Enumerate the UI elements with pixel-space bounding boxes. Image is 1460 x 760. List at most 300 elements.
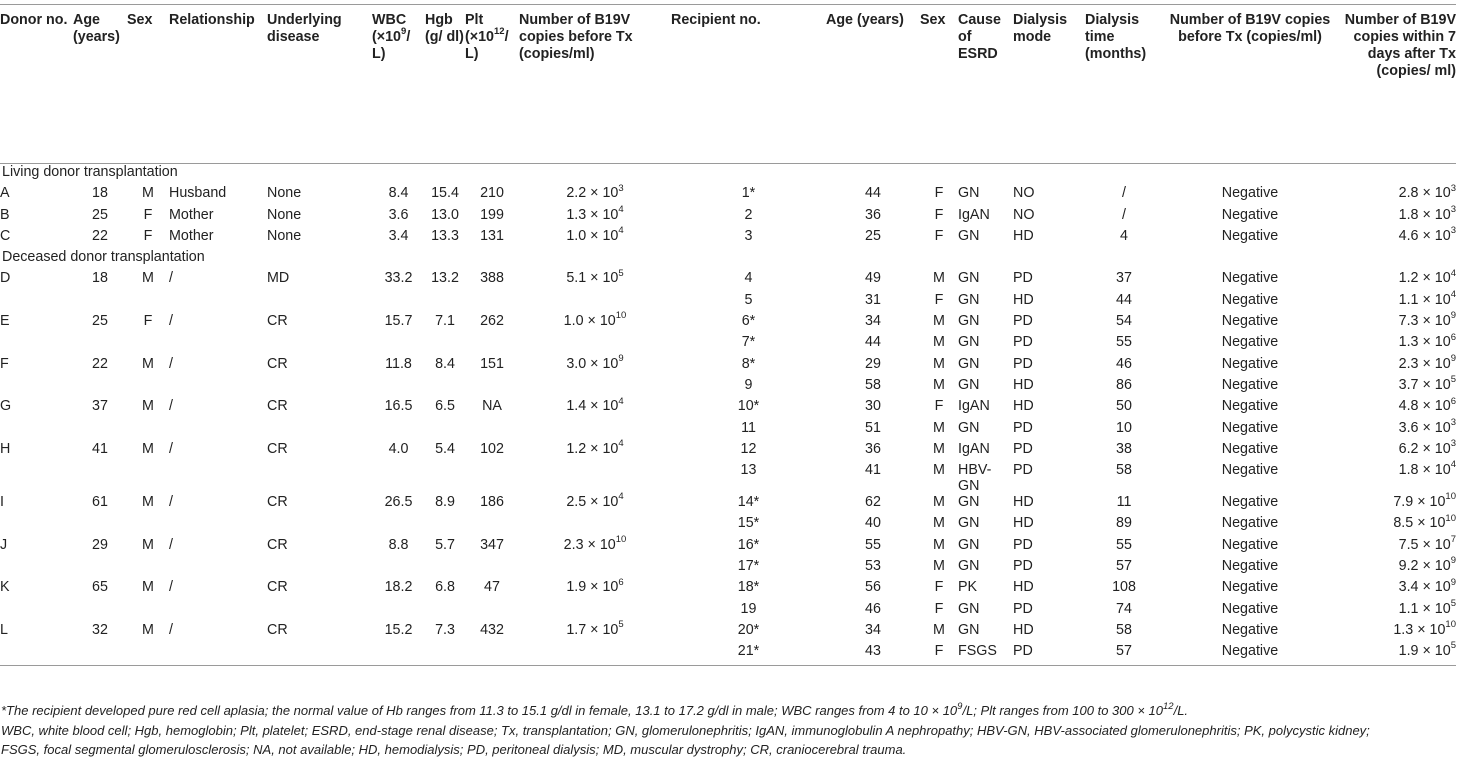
cell-dialysis-mode: HD xyxy=(1013,621,1034,638)
header-underlying-disease: Underlying disease xyxy=(267,5,372,164)
cell-relationship: Mother xyxy=(169,206,214,223)
cell-dialysis-time: 54 xyxy=(1116,313,1132,330)
cell-recipient-no: 13 xyxy=(740,462,757,479)
table-row xyxy=(0,377,1456,398)
cell-recipient-sex: M xyxy=(933,494,945,511)
cell-wbc: 4.0 xyxy=(388,440,409,457)
cell-plt xyxy=(465,377,519,398)
cell-dialysis-time: 57 xyxy=(1116,558,1132,575)
table-row xyxy=(0,292,1456,313)
cell-underlying-disease: CR xyxy=(267,398,288,415)
cell-cause-esrd: GN xyxy=(958,355,980,372)
cell-copies-after: $7.5 \times 10^7$ xyxy=(1398,533,1456,553)
cell-dialysis-time: 50 xyxy=(1116,398,1132,415)
cell-copies-before: Negative xyxy=(1221,206,1279,223)
cell-recipient-no: 18* xyxy=(737,579,760,596)
header-sex: Sex xyxy=(127,5,169,164)
cell-donor-age: 41 xyxy=(92,440,108,457)
cell-donor-age: 65 xyxy=(92,579,108,596)
cell-cause-esrd: GN xyxy=(958,313,980,330)
cell-donor-sex: M xyxy=(142,579,154,596)
table-row xyxy=(0,334,1456,355)
cell-donor-copies: $1.9 \times 10^6$ xyxy=(566,576,624,596)
cell-hgb xyxy=(425,558,465,579)
cell-donor-copies xyxy=(519,558,671,579)
table-row xyxy=(0,270,1456,291)
cell-plt xyxy=(465,558,519,579)
cell-relationship xyxy=(169,420,267,441)
table-row xyxy=(0,515,1456,536)
cell-donor-sex: M xyxy=(142,185,154,202)
cell-dialysis-time: 37 xyxy=(1116,270,1132,287)
cell-donor-sex xyxy=(127,643,169,665)
cell-donor-copies: $1.4 \times 10^4$ xyxy=(566,395,624,415)
cell-recipient-sex: F xyxy=(934,206,944,223)
header-wbc: WBC ($\times 10^9/$ L) xyxy=(372,5,425,164)
cell-dialysis-mode: PD xyxy=(1013,558,1033,575)
cell-dialysis-time: 55 xyxy=(1116,536,1132,553)
cell-copies-before: Negative xyxy=(1221,621,1279,638)
cell-wbc xyxy=(372,601,425,622)
cell-copies-before: Negative xyxy=(1221,270,1279,287)
cell-cause-esrd: GN xyxy=(958,419,980,436)
header-age: Age (years) xyxy=(73,5,127,164)
cell-donor-copies xyxy=(519,643,671,665)
cell-donor-sex: M xyxy=(142,536,154,553)
cell-copies-before: Negative xyxy=(1221,227,1279,244)
cell-donor-no: K xyxy=(0,579,10,596)
cell-wbc: 3.4 xyxy=(388,227,409,244)
cell-recipient-no: 17* xyxy=(737,558,760,575)
cell-copies-before: Negative xyxy=(1221,291,1279,308)
cell-recipient-age: 34 xyxy=(865,313,881,330)
cell-plt: 47 xyxy=(484,579,500,596)
cell-underlying-disease: None xyxy=(267,185,302,202)
header-recipient-copies-before: Number of B19V copies before Tx (copies/ml) xyxy=(1163,5,1337,164)
header-cause-esrd: Cause of ESRD xyxy=(958,5,1013,164)
cell-wbc xyxy=(372,420,425,441)
cell-donor-sex xyxy=(127,601,169,622)
cell-donor-no: D xyxy=(0,270,11,287)
cell-recipient-sex: M xyxy=(933,419,945,436)
cell-plt xyxy=(465,292,519,313)
cell-donor-no: I xyxy=(0,494,4,511)
cell-cause-esrd: FSGS xyxy=(958,643,1013,665)
cell-copies-before: Negative xyxy=(1221,185,1279,202)
cell-underlying-disease: CR xyxy=(267,355,288,372)
cell-hgb xyxy=(425,601,465,622)
cell-hgb xyxy=(425,334,465,355)
table-row xyxy=(0,185,1456,206)
cell-recipient-no: 3 xyxy=(744,227,753,244)
cell-dialysis-time: 58 xyxy=(1116,621,1132,638)
cell-donor-sex xyxy=(127,462,169,494)
cell-donor-copies: $1.2 \times 10^4$ xyxy=(566,438,624,457)
footnote-line-1: *The recipient developed pure red cell aplasia; the normal value of Hb ranges from 11.3 to 15.1 g/dl in female, 13.1 to 17.2 g/dl in male; WBC ranges from 4 to $10 \times 10^9/L$; Plt ranges from 100 to $300 \times 10^{12}/L$. xyxy=(1,700,1189,718)
cell-copies-before: Negative xyxy=(1221,515,1279,532)
cell-dialysis-time: 58 xyxy=(1116,462,1132,479)
cell-hgb xyxy=(425,377,465,398)
cell-donor-copies xyxy=(519,377,671,398)
cell-relationship: Mother xyxy=(169,227,214,244)
cell-plt xyxy=(465,643,519,665)
cell-cause-esrd: GN xyxy=(958,536,980,553)
cell-dialysis-mode: NO xyxy=(1013,206,1035,223)
cell-copies-after: $1.9 \times 10^5$ xyxy=(1337,643,1456,665)
cell-relationship xyxy=(169,292,267,313)
cell-hgb xyxy=(425,462,465,494)
cell-donor-age: 29 xyxy=(92,536,108,553)
table-row xyxy=(0,579,1456,600)
cell-plt: 347 xyxy=(480,536,504,553)
cell-recipient-sex: F xyxy=(934,398,944,415)
cell-donor-sex: M xyxy=(142,355,154,372)
cell-hgb: 8.9 xyxy=(435,494,455,511)
cell-donor-age: 32 xyxy=(92,621,108,638)
header-relationship: Relationship xyxy=(169,5,267,164)
cell-recipient-sex: M xyxy=(933,313,945,330)
cell-underlying-disease: CR xyxy=(267,494,288,511)
cell-copies-after: $3.7 \times 10^5$ xyxy=(1398,374,1456,393)
cell-copies-after: $2.3 \times 10^9$ xyxy=(1398,352,1456,372)
cell-copies-before: Negative xyxy=(1221,419,1279,436)
footnote-line-2: WBC, white blood cell; Hgb, hemoglobin; Plt, platelet; ESRD, end-stage renal disease; Tx, transplantation; GN, glomerulonephritis; IgAN, immunoglobulin A nephropathy; HBV-GN, HBV-associated glomerulonephritis; PK, polycystic kidney; xyxy=(1,722,1370,738)
cell-donor-no: L xyxy=(0,621,8,638)
cell-plt xyxy=(465,334,519,355)
table-row xyxy=(0,601,1456,622)
cell-recipient-sex: M xyxy=(933,355,945,372)
cell-donor-age: 22 xyxy=(92,227,108,244)
cell-copies-before: Negative xyxy=(1163,643,1337,665)
cell-wbc: 26.5 xyxy=(384,494,413,511)
cell-cause-esrd: GN xyxy=(958,621,980,638)
cell-wbc: 16.5 xyxy=(384,398,413,415)
cell-plt: 151 xyxy=(480,355,504,372)
header-recipient-sex: Sex xyxy=(920,5,958,164)
cell-underlying-disease: CR xyxy=(267,440,288,457)
cell-donor-age xyxy=(73,377,127,398)
cell-donor-age xyxy=(73,643,127,665)
cell-dialysis-mode: PD xyxy=(1013,462,1033,479)
cell-donor-sex: M xyxy=(142,440,154,457)
cell-copies-before: Negative xyxy=(1221,494,1279,511)
cell-copies-after: $6.2 \times 10^3$ xyxy=(1398,438,1456,457)
cell-recipient-age: 58 xyxy=(865,376,881,393)
cell-relationship: / xyxy=(169,494,173,511)
cell-recipient-age: 25 xyxy=(865,227,881,244)
cell-recipient-no: 7* xyxy=(741,334,756,351)
table-header xyxy=(0,5,1456,164)
cell-donor-sex xyxy=(127,558,169,579)
cell-dialysis-time: 89 xyxy=(1116,515,1132,532)
cell-underlying-disease xyxy=(267,377,372,398)
cell-copies-after: $1.3 \times 10^{10}$ xyxy=(1393,619,1456,638)
cell-dialysis-mode: PD xyxy=(1013,600,1033,617)
section-row-living xyxy=(0,164,1456,186)
header-recipient-age: Age (years) xyxy=(826,5,920,164)
cell-dialysis-mode: NO xyxy=(1013,185,1035,202)
cell-dialysis-mode: HD xyxy=(1013,494,1034,511)
cell-wbc xyxy=(372,462,425,494)
header-hgb: Hgb (g/ dl) xyxy=(425,5,465,164)
cell-dialysis-mode: PD xyxy=(1013,313,1033,330)
table-row xyxy=(0,558,1456,579)
cell-dialysis-mode: PD xyxy=(1013,334,1033,351)
cell-cause-esrd: IgAN xyxy=(958,206,990,223)
table-row xyxy=(0,356,1456,377)
cell-donor-age xyxy=(73,334,127,355)
cell-donor-copies: $1.0 \times 10^{10}$ xyxy=(563,310,627,330)
cell-relationship xyxy=(169,601,267,622)
cell-recipient-no: 10* xyxy=(737,398,760,415)
cell-copies-after: $1.1 \times 10^5$ xyxy=(1398,597,1456,617)
cell-relationship xyxy=(169,643,267,665)
cell-wbc: 8.8 xyxy=(388,536,409,553)
cell-relationship xyxy=(169,558,267,579)
cell-donor-no xyxy=(0,462,73,494)
cell-donor-copies: $1.0 \times 10^4$ xyxy=(566,225,624,244)
cell-recipient-sex: M xyxy=(933,334,945,351)
cell-copies-after: $1.1 \times 10^4$ xyxy=(1398,289,1456,308)
cell-dialysis-time: / xyxy=(1122,185,1126,202)
cell-hgb: 6.8 xyxy=(435,579,455,596)
cell-dialysis-time: 55 xyxy=(1116,334,1132,351)
cell-cause-esrd: GN xyxy=(958,291,980,308)
cell-recipient-age: 51 xyxy=(865,419,881,436)
cell-cause-esrd: HBV- GN xyxy=(958,462,992,495)
cell-recipient-age: 49 xyxy=(865,270,881,287)
table-row xyxy=(0,494,1456,515)
table-row xyxy=(0,420,1456,441)
table-row xyxy=(0,643,1456,665)
cell-dialysis-mode: PD xyxy=(1013,440,1033,457)
cell-donor-no xyxy=(0,377,73,398)
cell-wbc xyxy=(372,643,425,665)
cell-relationship: / xyxy=(169,270,173,287)
cell-donor-copies: $2.5 \times 10^4$ xyxy=(566,491,624,511)
cell-donor-age xyxy=(73,601,127,622)
cell-recipient-no: 16* xyxy=(737,536,760,553)
cell-copies-before: Negative xyxy=(1221,355,1279,372)
cell-recipient-no: 12 xyxy=(740,440,757,457)
cell-underlying-disease: None xyxy=(267,227,302,244)
cell-plt xyxy=(465,420,519,441)
cell-copies-after: $3.6 \times 10^3$ xyxy=(1398,416,1456,436)
cell-relationship: / xyxy=(169,536,173,553)
cell-underlying-disease xyxy=(267,515,372,536)
cell-recipient-no: 9 xyxy=(744,376,753,393)
cell-plt xyxy=(465,515,519,536)
table-row xyxy=(0,622,1456,643)
cell-donor-no: F xyxy=(0,355,9,372)
cell-recipient-age: 53 xyxy=(865,558,881,575)
cell-dialysis-mode: HD xyxy=(1013,376,1034,393)
cell-recipient-sex: M xyxy=(933,621,945,638)
cell-dialysis-time: 44 xyxy=(1116,291,1132,308)
cell-donor-sex: M xyxy=(142,621,154,638)
cell-relationship xyxy=(169,377,267,398)
cell-copies-before: Negative xyxy=(1221,398,1279,415)
cell-donor-sex xyxy=(127,334,169,355)
cell-copies-after: $1.8 \times 10^3$ xyxy=(1398,203,1456,223)
cell-donor-copies: $3.0 \times 10^9$ xyxy=(566,352,624,372)
cell-cause-esrd: IgAN xyxy=(958,440,990,457)
cell-donor-no: A xyxy=(0,185,10,202)
cell-recipient-sex: M xyxy=(933,536,945,553)
cell-hgb: 8.4 xyxy=(435,355,455,372)
cell-wbc: 15.7 xyxy=(384,313,413,330)
cell-cause-esrd: PK xyxy=(958,579,978,596)
cell-cause-esrd: GN xyxy=(958,515,980,532)
table-row xyxy=(0,398,1456,419)
cell-recipient-no: 5 xyxy=(744,291,753,308)
cell-donor-sex: F xyxy=(143,313,153,330)
cell-recipient-no: 8* xyxy=(741,355,756,372)
cell-hgb xyxy=(425,643,465,665)
cell-relationship: / xyxy=(169,313,173,330)
cell-copies-after: $4.6 \times 10^3$ xyxy=(1398,225,1456,244)
cell-dialysis-time: 10 xyxy=(1116,419,1132,436)
cell-donor-age xyxy=(73,558,127,579)
cell-dialysis-time: 108 xyxy=(1112,579,1136,596)
cell-donor-sex: F xyxy=(143,206,153,223)
cell-wbc xyxy=(372,377,425,398)
cell-relationship xyxy=(169,334,267,355)
cell-underlying-disease: CR xyxy=(267,579,288,596)
cell-donor-sex xyxy=(127,377,169,398)
cell-hgb: 5.7 xyxy=(435,536,455,553)
cell-recipient-no: 19 xyxy=(740,600,757,617)
section-label: Deceased donor transplantation xyxy=(2,249,205,266)
cell-donor-no: B xyxy=(0,206,10,223)
cell-plt: 262 xyxy=(480,313,504,330)
table-row xyxy=(0,313,1456,334)
cell-wbc xyxy=(372,515,425,536)
cell-plt: 131 xyxy=(480,227,504,244)
cell-recipient-age: 36 xyxy=(865,206,881,223)
cell-relationship: / xyxy=(169,398,173,415)
cell-wbc: 3.6 xyxy=(388,206,409,223)
cell-copies-after: $8.5 \times 10^{10}$ xyxy=(1393,512,1456,532)
cell-dialysis-time: 57 xyxy=(1085,643,1163,665)
data-table xyxy=(0,4,1456,666)
cell-donor-age xyxy=(73,420,127,441)
cell-recipient-sex: F xyxy=(934,600,944,617)
cell-recipient-no: 4 xyxy=(744,270,753,287)
cell-donor-sex xyxy=(127,515,169,536)
cell-donor-age: 25 xyxy=(92,206,108,223)
cell-donor-copies: $1.7 \times 10^5$ xyxy=(566,619,624,638)
cell-donor-age: 25 xyxy=(92,313,108,330)
cell-underlying-disease xyxy=(267,334,372,355)
cell-donor-no xyxy=(0,601,73,622)
cell-copies-after: $1.2 \times 10^4$ xyxy=(1398,267,1456,287)
table-row xyxy=(0,441,1456,462)
cell-dialysis-mode: PD xyxy=(1013,270,1033,287)
cell-underlying-disease: CR xyxy=(267,621,288,638)
cell-plt: 199 xyxy=(480,206,504,223)
cell-recipient-age: 34 xyxy=(865,621,881,638)
cell-copies-before: Negative xyxy=(1221,440,1279,457)
cell-plt: 210 xyxy=(480,185,504,202)
cell-donor-copies xyxy=(519,515,671,536)
cell-donor-age xyxy=(73,292,127,313)
cell-recipient-sex: F xyxy=(934,227,944,244)
cell-recipient-sex: F xyxy=(934,291,944,308)
cell-recipient-age: 29 xyxy=(865,355,881,372)
cell-underlying-disease: CR xyxy=(267,313,288,330)
cell-dialysis-time: 11 xyxy=(1116,494,1132,511)
cell-cause-esrd: GN xyxy=(958,376,980,393)
cell-copies-before: Negative xyxy=(1221,600,1279,617)
cell-recipient-age: 55 xyxy=(865,536,881,553)
cell-donor-age: 61 xyxy=(92,494,108,511)
table-row xyxy=(0,537,1456,558)
header-donor-no: Donor no. xyxy=(0,5,73,164)
cell-donor-copies xyxy=(519,601,671,622)
cell-underlying-disease xyxy=(267,462,372,494)
cell-donor-sex: M xyxy=(142,270,154,287)
cell-recipient-no: 20* xyxy=(737,621,760,638)
cell-dialysis-time: 4 xyxy=(1120,227,1128,244)
cell-recipient-sex: F xyxy=(920,643,958,665)
cell-copies-before: Negative xyxy=(1221,376,1279,393)
cell-recipient-age: 56 xyxy=(865,579,881,596)
cell-dialysis-mode: HD xyxy=(1013,398,1034,415)
cell-copies-after: $4.8 \times 10^6$ xyxy=(1398,395,1456,415)
cell-copies-before: Negative xyxy=(1221,334,1279,351)
cell-recipient-sex: M xyxy=(933,558,945,575)
cell-recipient-age: 36 xyxy=(865,440,881,457)
cell-wbc xyxy=(372,334,425,355)
cell-copies-before: Negative xyxy=(1221,313,1279,330)
cell-recipient-age: 41 xyxy=(865,462,881,479)
table-body xyxy=(0,164,1456,666)
table-row xyxy=(0,462,1456,494)
cell-underlying-disease xyxy=(267,558,372,579)
cell-copies-after: $7.9 \times 10^{10}$ xyxy=(1393,491,1456,511)
cell-recipient-sex: M xyxy=(933,440,945,457)
cell-donor-copies xyxy=(519,334,671,355)
cell-donor-no xyxy=(0,558,73,579)
cell-donor-age: 18 xyxy=(92,270,108,287)
cell-donor-sex: F xyxy=(143,227,153,244)
cell-wbc: 18.2 xyxy=(384,579,413,596)
cell-plt xyxy=(465,601,519,622)
cell-recipient-age: 40 xyxy=(865,515,881,532)
cell-wbc: 33.2 xyxy=(384,270,413,287)
header-donor-copies: Number of B19V copies before Tx (copies/ml) xyxy=(519,5,671,164)
cell-relationship: / xyxy=(169,355,173,372)
cell-plt: 186 xyxy=(480,494,504,511)
cell-donor-no xyxy=(0,420,73,441)
cell-underlying-disease xyxy=(267,420,372,441)
cell-recipient-sex: F xyxy=(934,185,944,202)
cell-dialysis-mode: PD xyxy=(1013,355,1033,372)
cell-donor-no: E xyxy=(0,313,10,330)
cell-donor-age xyxy=(73,515,127,536)
cell-recipient-sex: M xyxy=(933,462,945,479)
cell-relationship: / xyxy=(169,621,173,638)
cell-underlying-disease: MD xyxy=(267,270,290,287)
cell-dialysis-mode: PD xyxy=(1013,419,1033,436)
cell-recipient-sex: M xyxy=(933,515,945,532)
cell-wbc: 8.4 xyxy=(388,185,409,202)
cell-hgb: 13.3 xyxy=(431,227,459,244)
cell-hgb: 6.5 xyxy=(435,398,455,415)
cell-copies-before: Negative xyxy=(1221,579,1279,596)
header-recipient-no: Recipient no. xyxy=(671,5,826,164)
